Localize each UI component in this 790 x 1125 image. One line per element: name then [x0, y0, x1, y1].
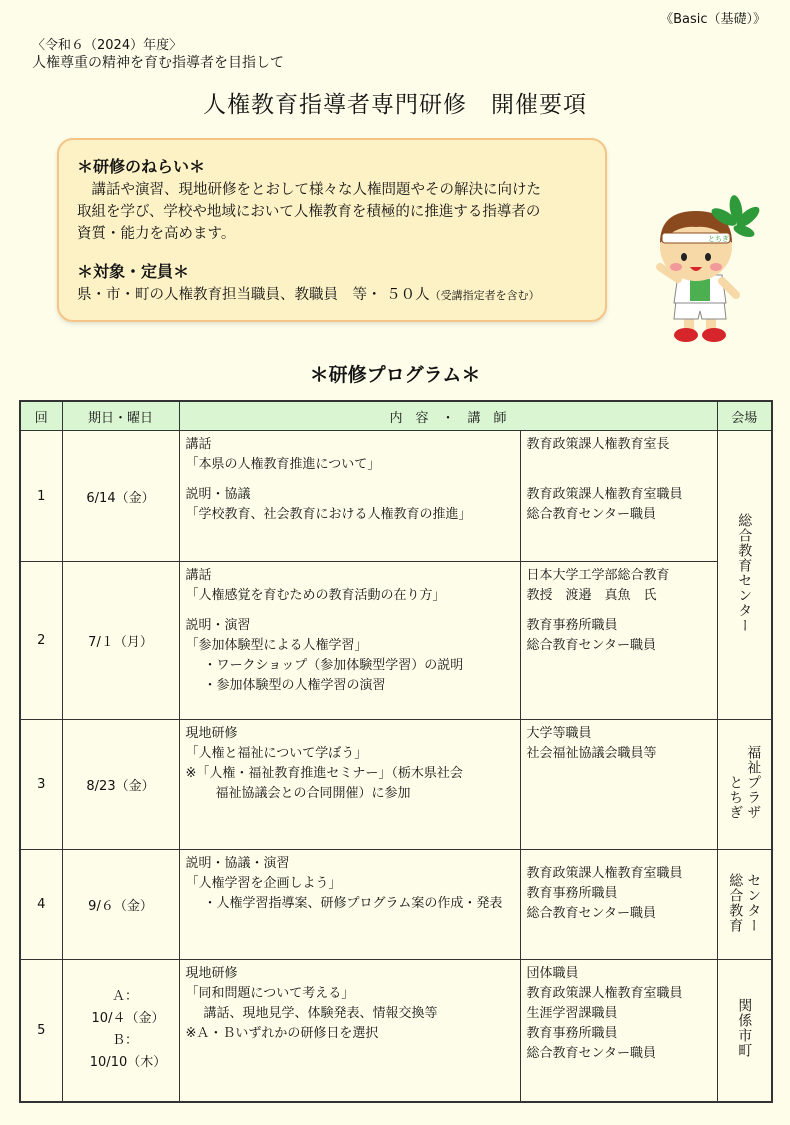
row-lecturer: [520, 850, 717, 960]
row-date: [62, 960, 179, 1102]
row-venue: [717, 720, 772, 850]
venue-text: センター: [745, 872, 762, 933]
content-line: 現地研修: [185, 966, 238, 981]
content-line: 「参加体験型による人権学習」: [185, 638, 368, 653]
venue-text: 総合教育: [727, 872, 744, 933]
lecturer-line: 教授 渡邉 真魚 氏: [526, 588, 657, 603]
table-row: [20, 562, 772, 720]
target-heading: ＊対象・定員＊: [77, 262, 190, 281]
aim-box: [57, 138, 607, 322]
content-line: 「学校教育、社会教育における人権教育の推進」: [185, 507, 472, 522]
row-num: 5: [20, 960, 62, 1102]
content-line: 「人権感覚を育むための教育活動の在り方」: [185, 588, 446, 603]
fiscal-year: 〈令和６（2024）年度〉: [32, 38, 183, 53]
venue-text: 関係市町: [736, 998, 753, 1059]
date-a: 10/４（金）: [91, 1011, 165, 1027]
row-venue: [717, 960, 772, 1102]
aim-line-2: 取組を学び、学校や地域において人権教育を積極的に推進する指導者の: [77, 204, 541, 220]
lecturer-line: 総合教育センター職員: [526, 906, 656, 921]
aim-line-3: 資質・能力を高めます。: [77, 226, 236, 242]
course-level-badge: 《Basic（基礎）》: [660, 12, 766, 27]
content-line: 説明・協議・演習: [185, 856, 290, 871]
content-line: ※「人権・福祉教育推進セミナー」（栃木県社会: [185, 766, 463, 781]
aim-line-1: 講話や演習、現地研修をとおして様々な人権問題やその解決に向けた: [91, 182, 541, 198]
lecturer-line: 教育政策課人権教育室職員: [526, 986, 683, 1001]
venue-text: とちぎ: [727, 775, 744, 820]
row-date: 9/６（金）: [62, 850, 179, 960]
page-title: 人権教育指導者専門研修 開催要項: [203, 92, 587, 118]
aim-text: [77, 179, 605, 245]
row-venue: [717, 431, 772, 720]
lecturer-line: 日本大学工学部総合教育: [526, 568, 670, 583]
row-lecturer: [520, 562, 717, 720]
table-row: [20, 431, 772, 562]
content-line: 「本県の人権教育推進について」: [185, 457, 381, 472]
content-line: 福祉協議会との合同開催）に参加: [215, 786, 411, 801]
target-note: （受講指定者を含む）: [429, 289, 540, 302]
mascot-label: とちぎ: [708, 235, 729, 243]
content-line: 説明・協議: [185, 487, 251, 502]
table-row: [20, 960, 772, 1102]
header-num: 回: [20, 401, 62, 431]
row-content: [179, 850, 520, 960]
lecturer-line: 教育事務所職員: [526, 1026, 618, 1041]
row-date: 8/23（金）: [62, 720, 179, 850]
lecturer-line: 教育政策課人権教育室長: [526, 437, 670, 452]
row-date: 6/14（金）: [62, 431, 179, 562]
header-venue: 会場: [717, 401, 772, 431]
row-num: 4: [20, 850, 62, 960]
row-content: [179, 960, 520, 1102]
content-line: ・ワークショップ（参加体験型学習）の説明: [203, 658, 464, 673]
table-row: [20, 720, 772, 850]
table-header: [20, 401, 772, 431]
content-line: 「同和問題について考える」: [185, 986, 355, 1001]
content-line: 講話: [185, 437, 212, 452]
content-line: 講話: [185, 568, 212, 583]
date-b: 10/10（木）: [89, 1055, 167, 1071]
row-lecturer: [520, 720, 717, 850]
venue-text: 福祉プラザ: [745, 745, 762, 820]
row-date: 7/１（月）: [62, 562, 179, 720]
target-text: [77, 284, 605, 307]
table-row: [20, 850, 772, 960]
header-content: 内 容 ・ 講 師: [179, 401, 717, 431]
target-line: 県・市・町の人権教育担当職員、教職員 等・ ５０人: [77, 287, 430, 303]
program-title: ＊研修プログラム＊: [309, 364, 481, 386]
content-line: ※Ａ・Ｂいずれかの研修日を選択: [185, 1026, 379, 1041]
content-line: 「人権と福祉について学ぼう」: [185, 746, 368, 761]
lecturer-line: 総合教育センター職員: [526, 507, 656, 522]
row-venue: [717, 850, 772, 960]
aim-heading: ＊研修のねらい＊: [77, 157, 206, 176]
header-date: 期日・曜日: [62, 401, 179, 431]
date-b-label: Ｂ：: [111, 1033, 138, 1049]
content-line: 現地研修: [185, 726, 238, 741]
lecturer-line: 社会福祉協議会職員等: [526, 746, 657, 761]
lecturer-line: 教育政策課人権教育室職員: [526, 866, 683, 881]
row-content: [179, 720, 520, 850]
content-line: ・人権学習指導案、研修プログラム案の作成・発表: [203, 896, 503, 911]
program-table: [19, 400, 773, 1103]
row-num: 1: [20, 431, 62, 562]
row-content: [179, 562, 520, 720]
lecturer-line: 総合教育センター職員: [526, 638, 656, 653]
lecturer-line: 教育事務所職員: [526, 886, 618, 901]
lecturer-line: 大学等職員: [526, 726, 592, 741]
lecturer-line: 教育事務所職員: [526, 618, 618, 633]
mascot-character-icon: [636, 195, 766, 345]
venue-text: 総合教育センター: [736, 513, 753, 633]
lecturer-line: 団体職員: [526, 966, 579, 981]
row-content: [179, 431, 520, 562]
row-num: 2: [20, 562, 62, 720]
content-line: 講話、現地見学、体験発表、情報交換等: [203, 1006, 438, 1021]
content-line: 「人権学習を企画しよう」: [185, 876, 342, 891]
row-num: 3: [20, 720, 62, 850]
content-line: 説明・演習: [185, 618, 251, 633]
lecturer-line: 総合教育センター職員: [526, 1046, 656, 1061]
row-lecturer: [520, 431, 717, 562]
lecturer-line: 教育政策課人権教育室職員: [526, 487, 683, 502]
row-lecturer: [520, 960, 717, 1102]
subtitle: 人権尊重の精神を育む指導者を目指して: [32, 55, 284, 71]
content-line: ・参加体験型の人権学習の演習: [203, 678, 386, 693]
lecturer-line: 生涯学習課職員: [526, 1006, 618, 1021]
date-a-label: Ａ：: [111, 989, 138, 1005]
